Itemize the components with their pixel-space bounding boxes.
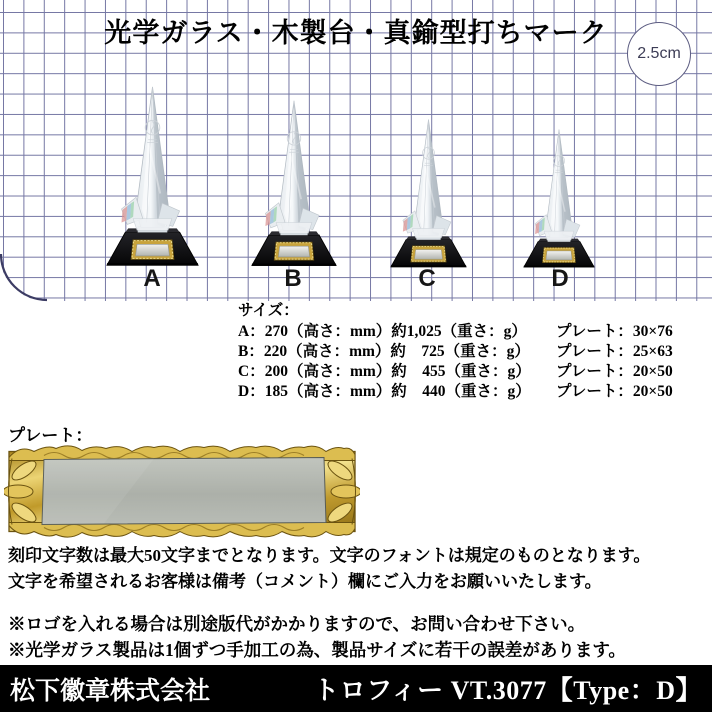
size-heading: サイズ： <box>238 302 299 319</box>
size-row-d <box>238 382 673 402</box>
plate-section-label: プレート： <box>8 426 93 445</box>
product-name: トロフィー VT.3077【Type：D】 <box>313 676 702 705</box>
size-spec: A：270（高さ：mm）約1,025（重さ：g） <box>238 323 527 340</box>
trophy-label-a: A <box>143 265 161 292</box>
trophy-photo-c <box>388 118 469 270</box>
note-handmade: ※光学ガラス製品は1個ずつ手加工の為、製品サイズに若干の誤差があります。 <box>8 640 626 660</box>
trophy-photo-b <box>249 99 339 269</box>
footer-bar <box>0 665 712 712</box>
size-spec-block <box>238 301 673 402</box>
plate-size: プレート：20×50 <box>556 363 673 380</box>
size-row-a <box>238 322 673 342</box>
plate-size: プレート：30×76 <box>556 323 673 340</box>
size-row-b <box>238 342 673 362</box>
size-spec: C：200（高さ：mm）約 455（重さ：g） <box>238 363 531 380</box>
grid-scale-label: 2.5cm <box>637 45 681 62</box>
plate-size: プレート：25×63 <box>556 343 673 360</box>
notes <box>8 611 626 663</box>
grid-scale-badge <box>627 22 691 86</box>
note-logo: ※ロゴを入れる場合は別途版代がかかりますので、お問い合わせ下さい。 <box>8 614 586 634</box>
size-row-c <box>238 362 673 382</box>
company-name: 松下徽章株式会社 <box>10 677 211 705</box>
size-spec: D：185（高さ：mm）約 440（重さ：g） <box>238 383 531 400</box>
trophy-label-d: D <box>551 265 569 292</box>
engraving-line-2: 文字を希望されるお客様は備考（コメント）欄にご入力をお願いいたします。 <box>8 572 602 591</box>
trophy-label-b: B <box>284 265 302 292</box>
page-title: 光学ガラス・木製台・真鍮型打ちマーク <box>104 18 608 48</box>
grid-corner-curve <box>0 254 48 302</box>
plate-photo <box>4 442 360 541</box>
plate-size: プレート：20×50 <box>556 383 673 400</box>
size-spec: B：220（高さ：mm）約 725（重さ：g） <box>238 343 530 360</box>
engraving-info <box>8 543 650 595</box>
trophy-photo-d <box>521 128 597 270</box>
trophy-photo-a <box>104 85 201 269</box>
engraving-line-1: 刻印文字数は最大50文字までとなります。文字のフォントは規定のものとなります。 <box>8 546 651 565</box>
trophy-label-c: C <box>418 265 436 292</box>
